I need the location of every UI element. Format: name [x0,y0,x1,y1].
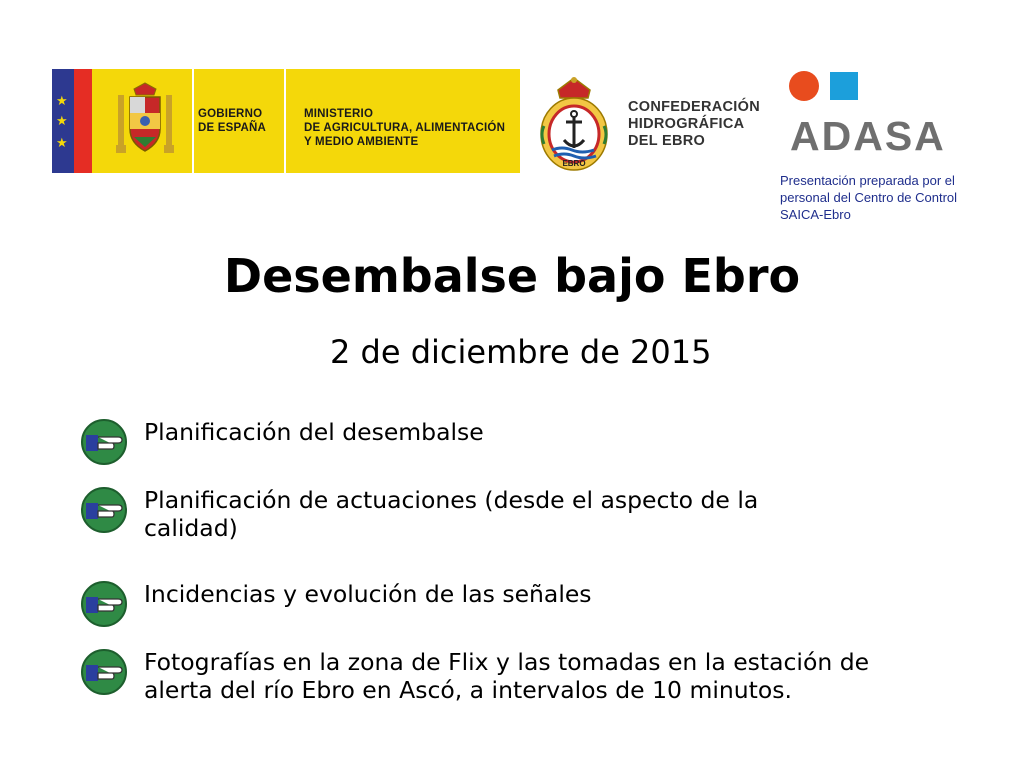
note-line: SAICA-Ebro [780,207,851,222]
slide-title: Desembalse bajo Ebro [223,249,801,303]
ministerio-line: MINISTERIO [304,108,374,120]
ministerio-line: DE AGRICULTURA, ALIMENTACIÓN [304,122,506,134]
star-icon: ★ [56,94,68,109]
bullet-text: Incidencias y evolución de las señales [144,580,592,608]
confederacion-line: DEL EBRO [628,133,706,149]
bullet-text: Planificación del desembalse [144,418,484,446]
gobierno-line: GOBIERNO [198,108,263,120]
pointing-hand-icon [80,648,128,696]
star-icon: ★ [56,114,68,129]
ministerio-line: Y MEDIO AMBIENTE [304,136,419,148]
pointing-hand-icon [80,580,128,628]
bullet-text: Planificación de actuaciones (desde el aspecto de la calidad) [144,486,759,542]
emblem-text: EBRO [562,159,586,168]
star-icon: ★ [56,136,68,151]
slide-date: 2 de diciembre de 2015 [330,333,712,371]
adasa-wordmark: ADASA [790,113,946,159]
note-line: personal del Centro de Control [780,190,958,205]
gobierno-line: DE ESPAÑA [198,122,267,134]
pointing-hand-icon [80,418,128,466]
note-line: Presentación preparada por el [780,173,955,188]
bullet-text: Fotografías en la zona de Flix y las tomadas en la estación de alerta del río Ebro en Ascó, a intervalos de 10 minutos. [144,648,870,704]
confederacion-line: HIDROGRÁFICA [628,116,745,132]
confederacion-line: CONFEDERACIÓN [628,99,760,115]
pointing-hand-icon [80,486,128,534]
